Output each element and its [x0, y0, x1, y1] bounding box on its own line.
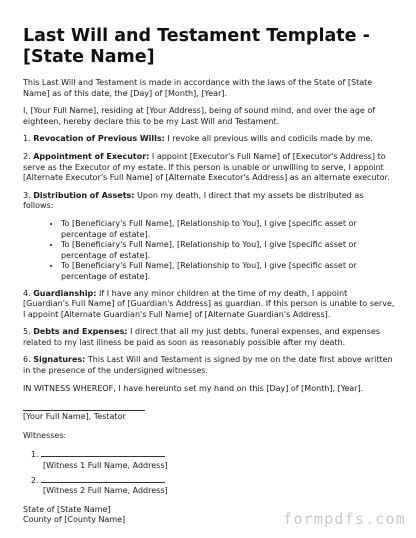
beneficiary-item: • To [Beneficiary's Full Name], [Relationship to You], I give [specific asset or percentage of estate]. [61, 219, 395, 240]
section-assets [23, 191, 395, 212]
document-page [23, 26, 395, 533]
section-heading: Signatures: [33, 355, 86, 365]
section-revocation [23, 134, 395, 145]
county-line: County of [County Name] [23, 515, 126, 525]
section-number: 2. [23, 151, 31, 161]
section-executor [23, 152, 395, 184]
section-text: Upon my death, I direct that my assets be distributed as follows: [23, 190, 364, 211]
section-debts [23, 327, 395, 348]
testator-label: [Your Full Name], Testator [23, 412, 126, 422]
declaration-paragraph: I, [Your Full Name], residing at [Your Address], being of sound mind, and over the age of eighteen, hereby declare this to be my Last Will and Testament. [23, 106, 376, 126]
section-number: 5. [23, 327, 31, 337]
section-heading: Distribution of Assets: [33, 190, 135, 200]
testator-signature-line[interactable] [23, 401, 145, 411]
section-text: This Last Will and Testament is signed by me on the date first above written in the presence of the undersigned witnesses. [23, 355, 393, 376]
section-text: I direct that all my just debts, funeral expenses, and expenses related to my last illness be paid as soon as reasonably possible after my death. [23, 327, 380, 347]
witnesses-label: Witnesses: [23, 430, 67, 440]
witness-statement: IN WITNESS WHEREOF, I have hereunto set my hand on this [Day] of [Month], [Year]. [23, 383, 364, 393]
witness-signature-line[interactable] [41, 474, 165, 483]
witness-name: [Witness 2 Full Name, Address] [43, 486, 168, 496]
witness-item [41, 474, 395, 497]
section-signatures [23, 355, 395, 376]
section-number: 4. [23, 288, 31, 298]
section-heading: Debts and Expenses: [33, 327, 128, 337]
section-text: I revoke all previous wills and codicils made by me. [164, 134, 373, 144]
witness-name: [Witness 1 Full Name, Address] [43, 461, 168, 471]
beneficiary-item: • To [Beneficiary's Full Name], [Relationship to You], I give [specific asset or percentage of estate]. [61, 261, 395, 282]
section-heading: Revocation of Previous Wills: [33, 134, 165, 144]
beneficiary-item: • To [Beneficiary's Full Name], [Relationship to You], I give [specific asset or percentage of estate]. [61, 240, 395, 261]
section-number: 1. [23, 134, 31, 144]
document-title: Last Will and Testament Template - [State Name] [23, 26, 370, 67]
watermark-text: formpdfs.com [283, 510, 406, 528]
section-number: 3. [23, 190, 31, 200]
section-text: If I have any minor children at the time of my death, I appoint [Guardian's Full Name] of [Guardian's Address] as guardian. If this person is unable to serve, I appoint [Alternate Guardian's Full Name] of [Alternate Guardian's Address]. [23, 288, 395, 319]
section-heading: Guardianship: [33, 288, 97, 298]
section-guardianship [23, 289, 395, 321]
state-line: State of [State Name] [23, 504, 111, 514]
witness-list [23, 448, 395, 496]
beneficiary-list [23, 219, 395, 283]
section-number: 6. [23, 355, 31, 365]
section-heading: Appointment of Executor: [33, 151, 150, 161]
witness-item [41, 448, 395, 471]
witness-signature-line[interactable] [41, 448, 165, 457]
intro-paragraph: This Last Will and Testament is made in accordance with the laws of the State of [State Name] as of this date, the [Day] of [Month], [Year]. [23, 78, 373, 98]
section-text: I appoint [Executor's Full Name] of [Executor's Address] to serve as the Executor of my estate. If this person is unable or unwilling to serve, I appoint [Alternate Executor's Full Name] of [Alternate Executor's Address] as an alternate executor. [23, 151, 390, 183]
